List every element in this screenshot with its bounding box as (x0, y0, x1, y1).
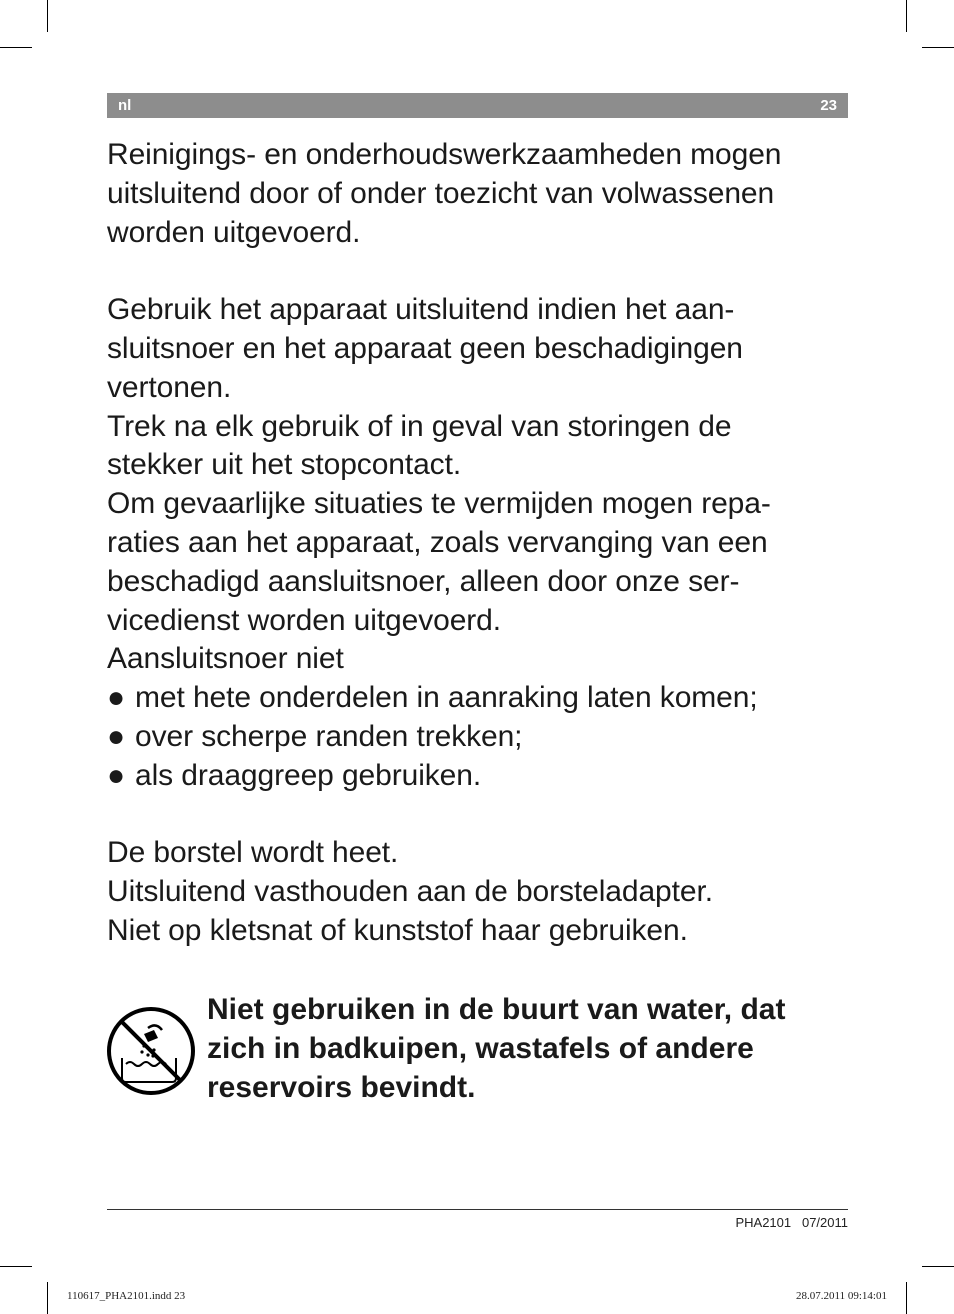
crop-mark (47, 1282, 48, 1314)
footer-model-info: PHA2101 07/2011 (735, 1215, 848, 1230)
page-number: 23 (820, 97, 837, 114)
warning-text: Niet gebruiken in de buurt van water, dat zich in badkuipen, wastafels of andere reservoirs bevindt. (207, 993, 786, 1104)
crop-mark (0, 1266, 32, 1267)
cord-bullet-list (107, 679, 857, 795)
list-item: ● met hete onderdelen in aanraking laten komen; (107, 679, 857, 718)
page-header-bar (107, 93, 848, 118)
crop-mark (922, 1266, 954, 1267)
paragraph-cord-intro: Aansluitsnoer niet (107, 642, 344, 676)
bullet-icon: ● (107, 758, 126, 792)
paragraph-hold-adapter: Uitsluitend vasthouden aan de borsteladapter. (107, 875, 713, 909)
print-slug-timestamp: 28.07.2011 09:14:01 (796, 1290, 887, 1302)
paragraph-unplug: Trek na elk gebruik of in geval van storingen de stekker uit het stopcontact. (107, 409, 732, 482)
language-code: nl (118, 97, 132, 114)
footer-divider (107, 1209, 848, 1210)
crop-mark (906, 0, 907, 32)
paragraph-damage: Gebruik het apparaat uitsluitend indien het aan- sluitsnoer en het apparaat geen beschadigingen vertonen. (107, 293, 743, 404)
print-slug-file: 110617_PHA2101.indd 23 (67, 1290, 186, 1302)
list-item: ● als draaggreep gebruiken. (107, 757, 857, 796)
paragraph-wet-hair: Niet op kletsnat of kunststof haar gebruiken. (107, 913, 688, 947)
paragraph-cleaning: Reinigings- en onderhoudswerkzaamheden mogen uitsluitend door of onder toezicht van volwassenen worden uitgevoerd. (107, 138, 782, 249)
paragraph-repairs: Om gevaarlijke situaties te vermijden mogen repa- raties aan het apparaat, zoals vervanging van een beschadigd aansluitsnoer, alleen door onze ser- vicedienst worden uitgevoerd. (107, 487, 771, 637)
bullet-icon: ● (107, 681, 126, 715)
list-item: ● over scherpe randen trekken; (107, 718, 857, 757)
paragraph-hot-brush: De borstel wordt heet. (107, 836, 399, 870)
bullet-icon: ● (107, 719, 126, 753)
crop-mark (47, 0, 48, 32)
crop-mark (922, 47, 954, 48)
crop-mark (906, 1282, 907, 1314)
safety-instructions (107, 136, 857, 951)
no-water-bath-icon (106, 1006, 196, 1096)
water-warning (106, 990, 851, 1110)
crop-mark (0, 47, 32, 48)
